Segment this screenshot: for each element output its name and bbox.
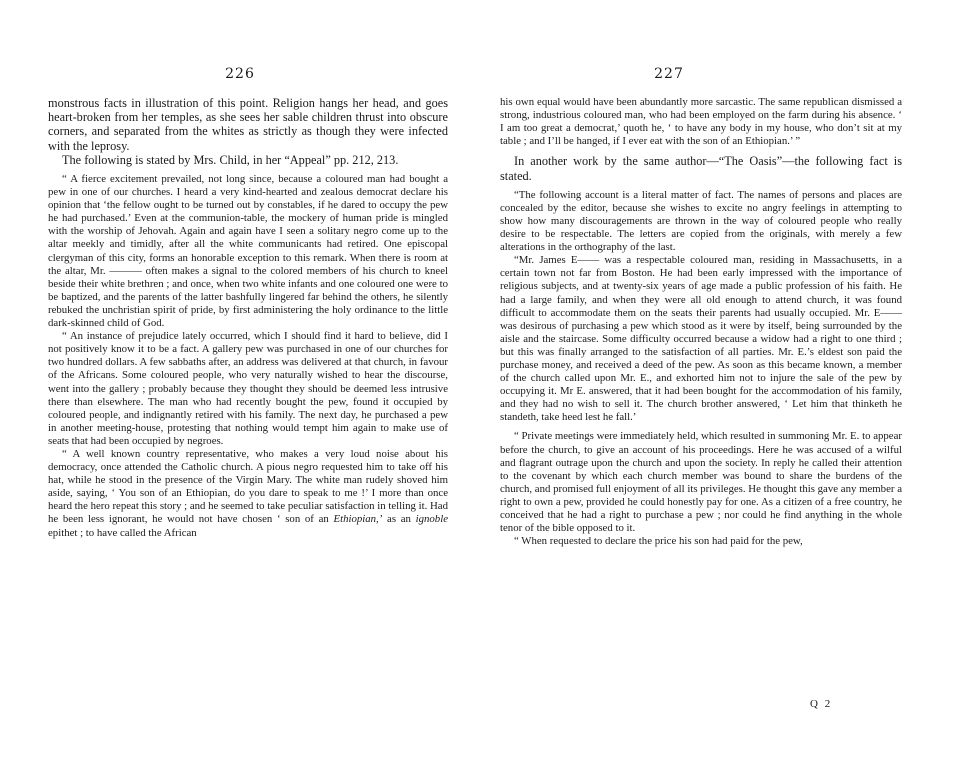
page-number-left: 226 bbox=[225, 66, 255, 82]
paragraph-right-4: “Mr. James E—— was a respectable coloured man, residing in Massachusetts, in a certain town not far from Boston. He had been early impressed with the importance of religious subjects, and at twenty-six years of age made a public profession of his faith. He had a large family, and when they were all old enough to attend church, it was found difficult to accommodate them on the seats their parents had usually occupied. Mr. E—— was desirous of purchasing a pew which stood as it were by itself, being surrounded by the aisle and the staircase. Some difficulty occurred because a widow had a right to one third ; but this was finally arranged to the satisfaction of all parties. Mr. E.’s eldest son paid the purchase money, and received a deed of the pew. As soon as this became known, a member of the church called upon Mr. E., and exhorted him not to injure the sale of the pew by occupying it. Mr E. answered, that it had been bought for the accommodation of his family, and they had no wish to sell it. The church brother answered, ‘ Let him that thinketh he standeth, take heed lest he fall.’ bbox=[500, 254, 902, 424]
paragraph-left-5-text: “ A well known country representative, who makes a very loud noise about his democracy, once attended the Catholic church. A pious negro requested him to take off his hat, while he stood in the presence of the Virgin Mary. The white man rudely shoved him aside, saying, ‘ You son of an Ethiopian, do you dare to speak to me !’ I more than once heard the hero repeat this story ; and he seemed to take peculiar satisfaction in telling it. Had he been less ignorant, he would not have chosen ‘ son of an bbox=[48, 447, 448, 526]
italic-ethiopian: Ethiopian,’ bbox=[333, 513, 383, 526]
left-text-column bbox=[48, 96, 448, 760]
paragraph-right-1: his own equal would have been abundantly more sarcastic. The same republican dismissed a strong, industrious coloured man, who had been employed on the farm during his absence. ‘ I am too great a democrat,’ quoth he, ‘ to have any body in my house, who don’t sit at my table ; and I’ll be hanged, if I ever eat with the son of an Ethiopian.’ ” bbox=[500, 96, 902, 148]
paragraph-left-5 bbox=[48, 448, 448, 540]
paragraph-right-6: “ When requested to declare the price his son had paid for the pew, bbox=[514, 535, 803, 548]
paragraph-left-4: “ An instance of prejudice lately occurred, which I should find it hard to believe, did I not positively know it to be a fact. A gallery pew was purchased in one of our churches for two hundred dollars. A few sabbaths after, an address was delivered at that church, in favour of the Africans. Some coloured people, who very naturally wished to hear the discourse, went into the gallery ; probably because they thought they should be deemed less intrusive there than elsewhere. The man who had recently bought the pew, found it occupied by coloured people, and indignantly retired with his family. The next day, he purchased a pew in another meeting-house, protesting that nothing would tempt him again to make use of seats that had been occupied by negroes. bbox=[48, 330, 448, 447]
italic-ignoble: ignoble bbox=[415, 513, 448, 526]
paragraph-right-5: “ Private meetings were immediately held, which resulted in summoning Mr. E. to appear before the church, to give an account of his proceedings. Here he was accused of a wilful and flagrant outrage upon the church and upon the society. In reply he called their attention to the covenant by which each church member was bound to share the burdens of the church, and promised full enjoyment of all its privileges. He thought this gave any member a right to own a pew, provided he could honestly pay for one. As a citizen of a free country, he conceived that he had a right to purchase a pew ; nor could he find anything in the whole tenor of the bible opposed to it. bbox=[500, 430, 902, 535]
page-number-right: 227 bbox=[654, 66, 684, 82]
paragraph-left-5-tail-a: as an bbox=[382, 513, 416, 526]
paragraph-right-3: “The following account is a literal matter of fact. The names of persons and places are concealed by the editor, because she wishes to excite no angry feelings in attempting to show how many discouragements are thrown in the way of coloured people who really desire to be respectable. The letters are copied from the originals, with merely a few alterations in the orthography of the last. bbox=[500, 188, 902, 254]
paragraph-left-5-tail-b: epithet ; to have called the African bbox=[48, 526, 197, 539]
paragraph-left-3: “ A fierce excitement prevailed, not long since, because a coloured man had bought a pew in one of our churches. I heard a very kind-hearted and zealous democrat declare his opinion that ‘the fellow ought to be turned out by constables, if he dared to occupy the pew he had purchased.’ Even at the communion-table, the mockery of human pride is mingled with the worship of Jehovah. Again and again have I seen a solitary negro come up to the altar meekly and timidly, after all the white communicants had retired. One episcopal clergyman of this city, forms an honorable exception to this remark. When there is room at the altar, Mr. ——— often makes a signal to the colored members of his church to kneel beside their white brethren ; and once, when two white infants and one coloured one were to be baptized, and the parents of the latter bashfully lingered far behind the others, he silently rebuked the unchristian spirit of pride, by first administering the holy ordinance to the little dark-skinned child of God. bbox=[48, 173, 448, 330]
paragraph-right-2: In another work by the same author—“The Oasis”—the following fact is stated. bbox=[500, 154, 902, 183]
paragraph-left-2: The following is stated by Mrs. Child, in her “Appeal” pp. 212, 213. bbox=[62, 152, 399, 167]
paragraph-left-1: monstrous facts in illustration of this point. Religion hangs her head, and goes heart-broken from her temples, as she sees her sable children thrust into obscure corners, and separated from the whites as strictly as though they were infected with the leprosy. bbox=[48, 96, 448, 153]
signature-mark: Q 2 bbox=[810, 698, 833, 710]
right-text-column bbox=[500, 96, 902, 724]
right-page bbox=[490, 0, 980, 775]
